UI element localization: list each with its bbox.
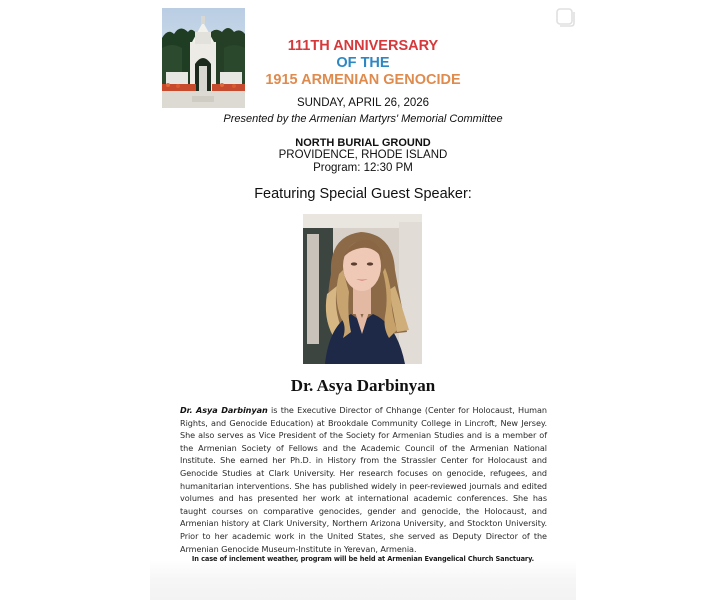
memorial-photo bbox=[162, 8, 245, 108]
speaker-name: Dr. Asya Darbinyan bbox=[290, 376, 436, 395]
event-venue: NORTH BURIAL GROUND bbox=[295, 137, 431, 149]
title-line-of-the: OF THE bbox=[336, 55, 390, 71]
speaker-portrait bbox=[303, 214, 422, 364]
event-city: PROVIDENCE, RHODE ISLAND bbox=[278, 149, 448, 161]
bio-text: is the Executive Director of Chhange (Center for Holocaust, Human Rights, and Genocide Education) at Brookdale Community College in Lincroft, New Jersey. She also serves as Vice President of the Society for Armenian Studies and is a member of the Armenian Society of Fellows and the Academic Council of the Armenian National Institute. She earned her Ph.D. in History from the Strassler Center for Holocaust and Genocide Studies at Clark University. Her research focuses on genocide, refugees, and humanitarian interventions. She has published widely in peer-reviewed journals and edited volumes and has presented her work at international academic conferences. She has taught courses on comparative genocides, gender and genocide, the Holocaust, and Armenian history at Clark University, Northern Arizona University, and Stockton University. Prior to her academic work in the United States, she served as Deputy Director of the Armenian Genocide Museum-Institute in Yerevan, Armenia. bbox=[180, 405, 547, 554]
bio-speaker-name: Dr. Asya Darbinyan bbox=[180, 405, 268, 415]
multiple-images-icon[interactable] bbox=[554, 6, 576, 28]
title-line-anniversary: 111TH ANNIVERSARY bbox=[287, 38, 439, 54]
title-line-genocide: 1915 ARMENIAN GENOCIDE bbox=[265, 72, 461, 88]
featuring-heading: Featuring Special Guest Speaker: bbox=[254, 186, 472, 202]
event-title bbox=[250, 38, 476, 89]
weather-note: In case of inclement weather, program will be held at Armenian Evangelical Church Sanctuary. bbox=[191, 555, 535, 563]
event-date: SUNDAY, APRIL 26, 2026 bbox=[296, 97, 430, 109]
event-presenter: Presented by the Armenian Martyrs' Memorial Committee bbox=[223, 113, 503, 125]
event-program-time: Program: 12:30 PM bbox=[313, 162, 413, 174]
speaker-bio bbox=[180, 404, 547, 555]
